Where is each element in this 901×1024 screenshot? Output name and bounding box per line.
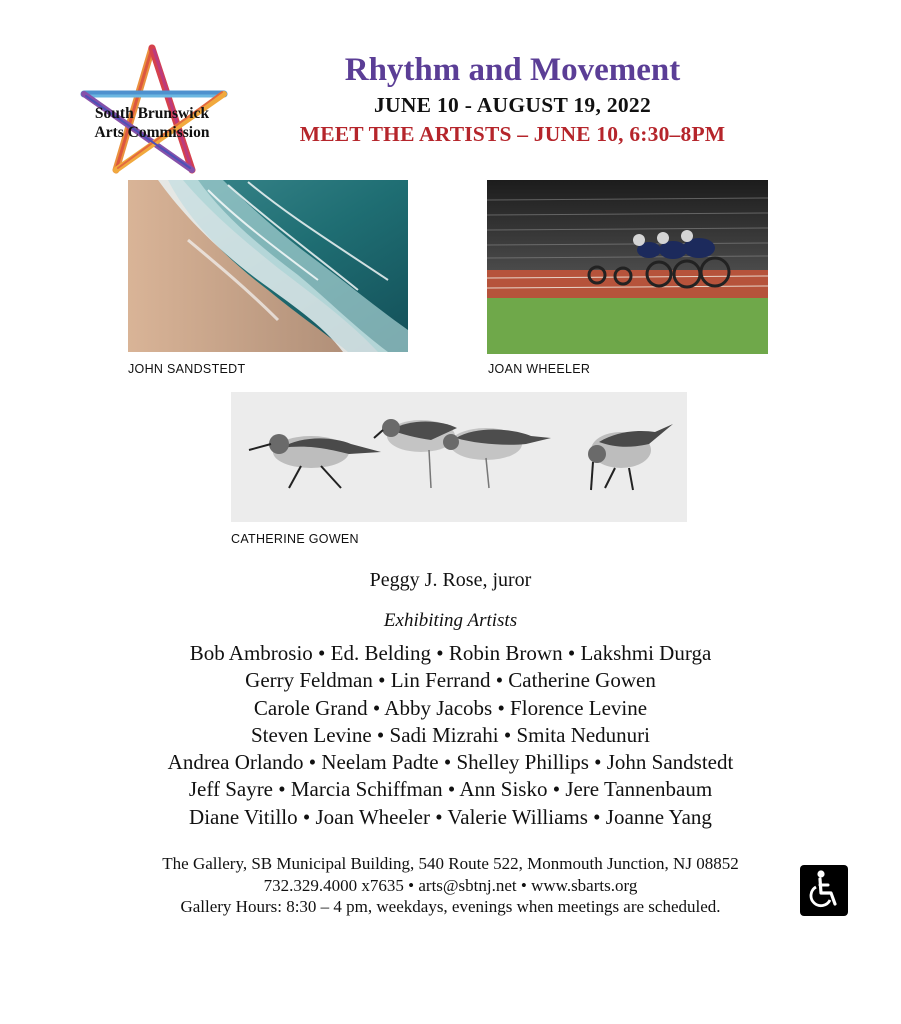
- artist-list: [0, 640, 901, 831]
- sandpipers-drawing: [231, 392, 687, 522]
- exhibit-dates: JUNE 10 - AUGUST 19, 2022: [373, 93, 652, 117]
- gallery-contact: 732.329.4000 x7635 • arts@sbtnj.net • www.sbarts.org: [263, 875, 638, 895]
- gallery-hours: Gallery Hours: 8:30 – 4 pm, weekdays, evenings when meetings are scheduled.: [180, 897, 721, 916]
- artist-row: Gerry Feldman • Lin Ferrand • Catherine Gowen: [245, 668, 656, 693]
- wheelchair-racers-photo: [487, 180, 768, 354]
- logo-line-2: Arts Commission: [94, 124, 210, 141]
- juror-line: Peggy J. Rose, juror: [369, 569, 532, 591]
- ocean-wave-photo: [128, 180, 408, 352]
- artwork-caption: JOHN SANDSTEDT: [128, 362, 246, 376]
- artwork-caption: CATHERINE GOWEN: [231, 532, 359, 546]
- gallery-address: The Gallery, SB Municipal Building, 540 Route 522, Monmouth Junction, NJ 08852: [162, 854, 739, 873]
- artist-row: Steven Levine • Sadi Mizrahi • Smita Nedunuri: [250, 722, 651, 747]
- artist-row: Bob Ambrosio • Ed. Belding • Robin Brown • Lakshmi Durga: [189, 641, 712, 665]
- artist-row: Andrea Orlando • Neelam Padte • Shelley Phillips • John Sandstedt: [167, 750, 734, 775]
- artist-row: Carole Grand • Abby Jacobs • Florence Levine: [253, 695, 648, 720]
- arts-commission-logo: [74, 44, 234, 184]
- artist-row: Diane Vitillo • Joan Wheeler • Valerie Williams • Joanne Yang: [189, 804, 712, 829]
- artwork-caption: JOAN WHEELER: [488, 362, 591, 376]
- wheelchair-accessible-icon: [800, 865, 848, 916]
- exhibit-title: Rhythm and Movement: [344, 52, 681, 88]
- artist-row: Jeff Sayre • Marcia Schiffman • Ann Sisko • Jere Tannenbaum: [188, 777, 713, 802]
- gallery-footer: [0, 853, 901, 918]
- meet-the-artists: MEET THE ARTISTS – JUNE 10, 6:30–8PM: [299, 122, 726, 146]
- exhibiting-artists-heading: Exhibiting Artists: [383, 610, 518, 631]
- logo-line-1: South Brunswick: [94, 105, 210, 122]
